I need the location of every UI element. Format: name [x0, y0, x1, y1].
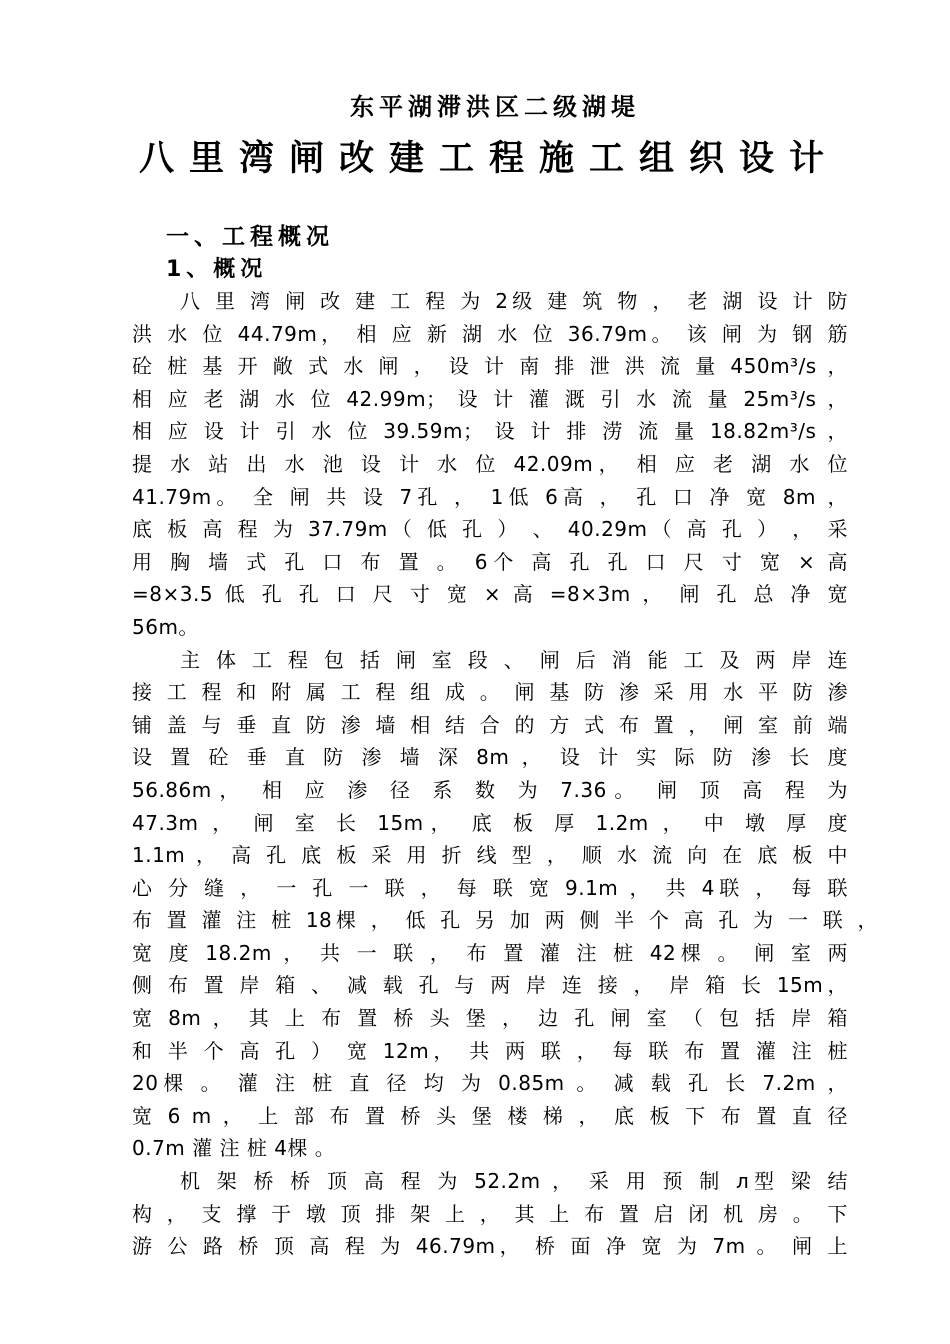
paragraph-line: 和 半 个 高 孔 ） 宽 12m， 共 两 联 ， 每 联 布 置 灌 注 桩: [132, 1038, 848, 1063]
paragraph-line: 47.3m ， 闸 室 长 15m， 底 板 厚 1.2m ， 中 墩 厚 度: [132, 810, 848, 835]
paragraph-line: 砼 桩 基 开 敞 式 水 闸 ， 设 计 南 排 泄 洪 流 量 450m³/s ，: [132, 354, 848, 379]
document-subtitle: 东平湖滞洪区二级湖堤: [350, 93, 640, 121]
paragraph-line: 八 里 湾 闸 改 建 工 程 为 2级 建 筑 物 ， 老 湖 设 计 防: [180, 289, 848, 313]
paragraph-line: 56.86m， 相 应 渗 径 系 数 为 7.36。 闸 顶 高 程 为: [132, 777, 848, 802]
paragraph-line: =8×3.5 低 孔 孔 口 尺 寸 宽 × 高 =8×3m ， 闸 孔 总 净 宽: [132, 582, 848, 607]
paragraph-line: 布 置 灌 注 桩 18棵 ， 低 孔 另 加 两 侧 半 个 高 孔 为 一 联 ，: [132, 908, 878, 933]
paragraph-line: 相 应 老 湖 水 位 42.99m； 设 计 灌 溉 引 水 流 量 25m³/s ，: [132, 386, 848, 411]
paragraph-line: 宽 度 18.2m ， 共 一 联 ， 布 置 灌 注 桩 42棵 。 闸 室 两: [132, 940, 848, 965]
paragraph-line: 主 体 工 程 包 括 闸 室 段 、 闸 后 消 能 工 及 两 岸 连: [180, 647, 848, 672]
paragraph-line: 56m。: [132, 614, 199, 639]
paragraph-line: 心 分 缝 ， 一 孔 一 联 ， 每 联 宽 9.1m ， 共 4联 ， 每 联: [132, 875, 848, 900]
paragraph-line: 洪 水 位 44.79m， 相 应 新 湖 水 位 36.79m。 该 闸 为 钢 筋: [132, 321, 848, 346]
paragraph-line: 设 置 砼 垂 直 防 渗 墙 深 8m ， 设 计 实 际 防 渗 长 度: [132, 745, 848, 770]
paragraph-line: 41.79m。 全 闸 共 设 7孔 ， 1低 6高 ， 孔 口 净 宽 8m ，: [132, 484, 848, 509]
paragraph-line: 0.7m 灌 注 桩 4棵 。: [132, 1136, 336, 1161]
paragraph-line: 构 ， 支 撑 于 墩 顶 排 架 上 ， 其 上 布 置 启 闭 机 房 。 下: [132, 1201, 848, 1226]
section-heading: 一、工程概况: [166, 224, 334, 250]
paragraph-line: 提 水 站 出 水 池 设 计 水 位 42.09m， 相 应 老 湖 水 位: [132, 451, 848, 476]
paragraph-line: 宽 8m ， 其 上 布 置 桥 头 堡 ， 边 孔 闸 室 （ 包 括 岸 箱: [132, 1006, 848, 1031]
paragraph-3: [132, 1165, 848, 1263]
paragraph-line: 宽 6 m ， 上 部 布 置 桥 头 堡 楼 梯 ， 底 板 下 布 置 直 径: [132, 1103, 848, 1128]
paragraph-line: 相 应 设 计 引 水 位 39.59m； 设 计 排 涝 流 量 18.82m³/s ，: [132, 419, 848, 444]
subsection-heading: 1、概况: [166, 257, 268, 282]
paragraph-line: 侧 布 置 岸 箱 、 减 载 孔 与 两 岸 连 接 ， 岸 箱 长 15m，: [132, 973, 848, 998]
document-title: 八里湾闸改建工程施工组织设计: [138, 139, 839, 179]
paragraph-line: 用 胸 墙 式 孔 口 布 置 。 6个 高 孔 孔 口 尺 寸 宽 × 高: [132, 549, 848, 574]
paragraph-line: 机 架 桥 桥 顶 高 程 为 52.2m ， 采 用 预 制 л型 梁 结: [180, 1169, 848, 1194]
paragraph-2: [132, 644, 878, 1166]
paragraph-1: [132, 285, 848, 644]
paragraph-line: 铺 盖 与 垂 直 防 渗 墙 相 结 合 的 方 式 布 置 ， 闸 室 前 端: [132, 712, 848, 737]
paragraph-line: 接 工 程 和 附 属 工 程 组 成 。 闸 基 防 渗 采 用 水 平 防 渗: [132, 680, 848, 705]
paragraph-line: 1.1m ， 高 孔 底 板 采 用 折 线 型 ， 顺 水 流 向 在 底 板 中: [132, 843, 848, 868]
paragraph-line: 游 公 路 桥 顶 高 程 为 46.79m， 桥 面 净 宽 为 7m 。 闸 上: [132, 1234, 848, 1259]
paragraph-line: 20棵 。 灌 注 桩 直 径 均 为 0.85m 。 减 载 孔 长 7.2m ，: [132, 1071, 848, 1096]
document-body: [132, 285, 878, 1263]
paragraph-line: 底 板 高 程 为 37.79m（ 低 孔 ） 、 40.29m（ 高 孔 ） ， 采: [132, 517, 848, 542]
